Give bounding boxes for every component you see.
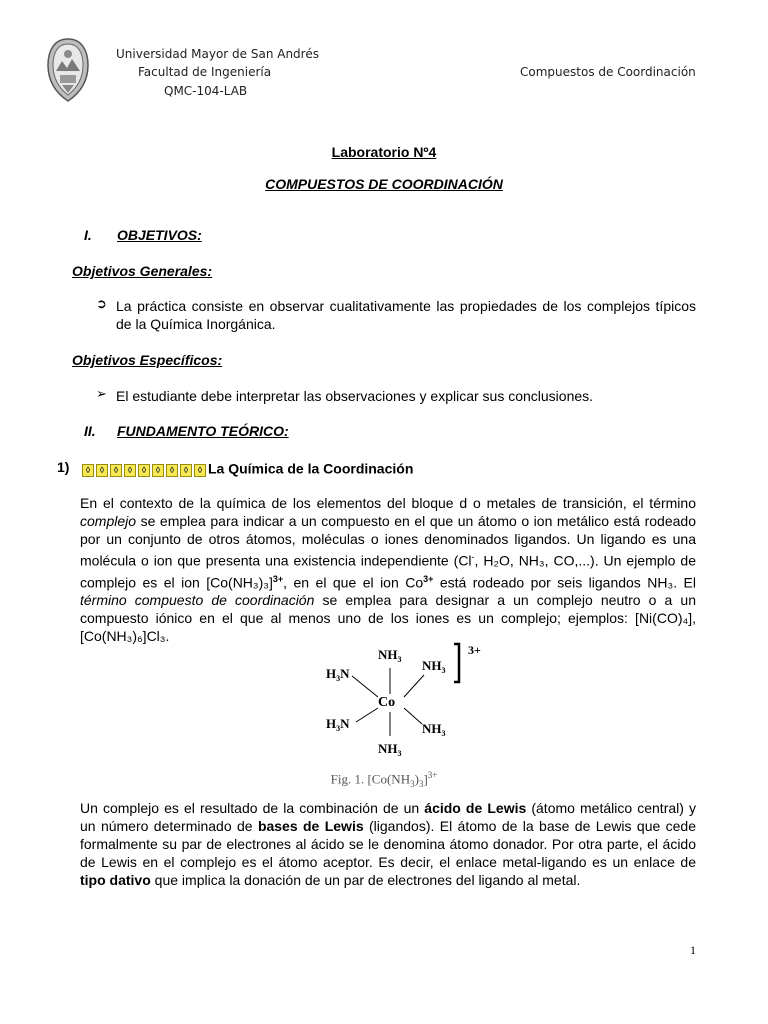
ligand-bottom: $NH_3$ bbox=[378, 741, 402, 758]
university-seal-logo bbox=[46, 37, 90, 103]
ligand-left-top: $H_3N$ bbox=[326, 666, 350, 683]
heading-objetivos-especificos: Objetivos Específicos: bbox=[72, 352, 223, 368]
header-topic: Compuestos de Coordinación bbox=[520, 65, 696, 79]
header-university: Universidad Mayor de San Andrés bbox=[116, 47, 319, 61]
bracket-icon bbox=[454, 644, 459, 682]
center-atom: Co bbox=[378, 695, 396, 710]
subsection-number: 1) bbox=[57, 459, 70, 475]
section-fundamento bbox=[84, 423, 289, 439]
figure-caption: Fig. 1. $[Co(NH_3)_3]^{3+}$ bbox=[330, 770, 438, 789]
arrow-circle-icon: ➲ bbox=[96, 296, 107, 311]
ligand-right-top: $NH_3$ bbox=[422, 658, 446, 675]
paragraph-lewis: Un complejo es el resultado de la combinación de un ácido de Lewis (átomo metálico central) y un número determinado de bases de Lewis (ligandos). El átomo de la base de Lewis que cede formalmente su par de electrones al ácido se le denomina átomo donador. Por otra parte, el ácido de Lewis en el complejo es el átomo aceptor. Es decir, el enlace metal-ligando es un enlace de tipo dativo que implica la donación de un par de electrones del ligando al metal. bbox=[80, 800, 696, 888]
diamond-pattern-icon: ◊ ◊ ◊ ◊ ◊ ◊ ◊ ◊ ◊ bbox=[82, 460, 208, 477]
complex-charge: 3+ bbox=[468, 643, 481, 657]
page-number: 1 bbox=[690, 943, 696, 957]
subsection-title: La Química de la Coordinación bbox=[208, 460, 414, 477]
section-title: OBJETIVOS: bbox=[117, 227, 202, 243]
cobalt-complex-structure bbox=[320, 642, 490, 760]
arrowhead-icon: ➢ bbox=[96, 386, 107, 401]
section-objetivos bbox=[84, 227, 202, 243]
ligand-right-bottom: $NH_3$ bbox=[422, 721, 446, 738]
header-faculty: Facultad de Ingeniería bbox=[138, 65, 272, 79]
heading-objetivos-generales: Objetivos Generales: bbox=[72, 263, 213, 279]
document-title: Laboratorio Nº4 bbox=[331, 144, 437, 160]
document-subtitle: COMPUESTOS DE COORDINACIÓN bbox=[265, 176, 503, 192]
objetivos-generales-item: La práctica consiste en observar cualitativamente las propiedades de los complejos típicos de la Química Inorgánica. bbox=[116, 298, 696, 332]
ligand-left-bottom: $H_3N$ bbox=[326, 716, 350, 733]
paragraph-complejo: En el contexto de la química de los elementos del bloque d o metales de transición, el término complejo se emplea para indicar a un compuesto en el que un átomo o ion metálico está rodeado por un conjunto de otros átomos, moléculas o iones denominados ligandos. Un ligando es una molécula o ion que presenta una existencia independiente (Cl-, H₂O, NH₃, CO,...). Un ejemplo de complejo es el ion $[Co(NH_3)_3]^{3+}$, en el que el ion $Co^{3+}$ está rodeado por seis ligandos NH₃. El término compuesto de coordinación se emplea para designar a un complejo neutro o a un compuesto iónico en el que al menos uno de los iones es un complejo; ejemplos: [Ni(CO)₄], [Co(NH₃)₆]Cl₃. bbox=[80, 495, 696, 645]
header-course: QMC-104-LAB bbox=[164, 84, 248, 98]
section-number: II. bbox=[84, 423, 96, 439]
ligand-top: $NH_3$ bbox=[378, 647, 402, 664]
section-number: I. bbox=[84, 227, 92, 243]
subsection-heading bbox=[82, 459, 413, 477]
objetivos-especificos-item: El estudiante debe interpretar las observaciones y explicar sus conclusiones. bbox=[116, 388, 594, 404]
section-title: FUNDAMENTO TEÓRICO: bbox=[117, 423, 289, 439]
